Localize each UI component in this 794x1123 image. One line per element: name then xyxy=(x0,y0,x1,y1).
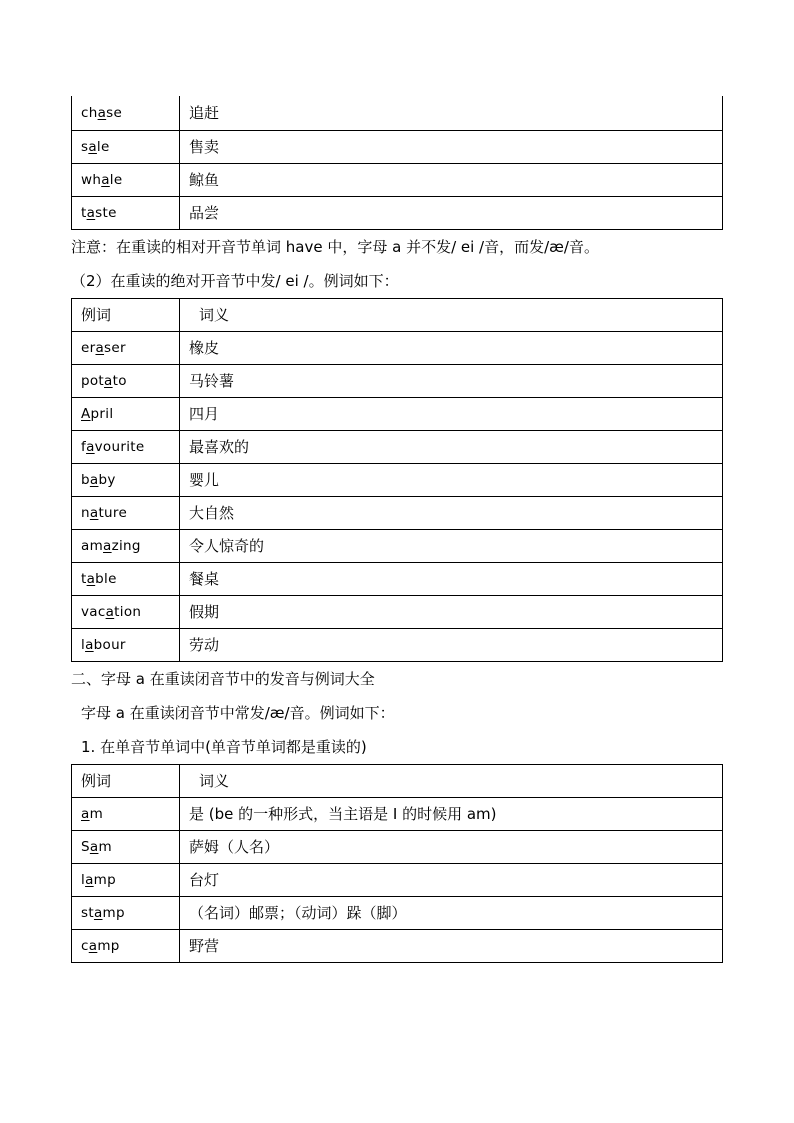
header-word: 例词 xyxy=(72,298,180,331)
table-row xyxy=(72,196,723,229)
word-cell: lamp xyxy=(72,863,180,896)
meaning-cell: 令人惊奇的 xyxy=(180,529,723,562)
word-cell: potato xyxy=(72,364,180,397)
vocab-table-open-syllable-absolute xyxy=(71,298,723,662)
meaning-cell: 婴儿 xyxy=(180,463,723,496)
meaning-cell: 萨姆（人名） xyxy=(180,830,723,863)
table-row xyxy=(72,830,723,863)
meaning-cell: 鲸鱼 xyxy=(180,163,723,196)
table-row xyxy=(72,896,723,929)
table-row xyxy=(72,364,723,397)
word-cell: amazing xyxy=(72,529,180,562)
header-word: 例词 xyxy=(72,764,180,797)
table-row xyxy=(72,163,723,196)
vocab-table-open-syllable-relative xyxy=(71,96,723,230)
word-cell: eraser xyxy=(72,331,180,364)
word-cell: labour xyxy=(72,628,180,661)
word-cell: nature xyxy=(72,496,180,529)
header-meaning: 词义 xyxy=(180,764,723,797)
table-row xyxy=(72,529,723,562)
meaning-cell: 大自然 xyxy=(180,496,723,529)
meaning-cell: 餐桌 xyxy=(180,562,723,595)
header-meaning: 词义 xyxy=(180,298,723,331)
table-row xyxy=(72,863,723,896)
table-row xyxy=(72,130,723,163)
table-header-row xyxy=(72,298,723,331)
word-cell: camp xyxy=(72,929,180,962)
word-cell: vacation xyxy=(72,595,180,628)
table-row xyxy=(72,595,723,628)
table-row xyxy=(72,96,723,130)
meaning-cell: 野营 xyxy=(180,929,723,962)
word-cell: baby xyxy=(72,463,180,496)
meaning-cell: 追赶 xyxy=(180,96,723,130)
table-row xyxy=(72,562,723,595)
word-cell: taste xyxy=(72,196,180,229)
table-row xyxy=(72,628,723,661)
word-cell: favourite xyxy=(72,430,180,463)
table-row xyxy=(72,929,723,962)
meaning-cell: 橡皮 xyxy=(180,331,723,364)
vocab-table-monosyllabic xyxy=(71,764,723,963)
meaning-cell: 四月 xyxy=(180,397,723,430)
table-row xyxy=(72,331,723,364)
meaning-cell: 品尝 xyxy=(180,196,723,229)
word-cell: whale xyxy=(72,163,180,196)
meaning-cell: 劳动 xyxy=(180,628,723,661)
document-page xyxy=(71,96,723,963)
table-row xyxy=(72,496,723,529)
word-cell: sale xyxy=(72,130,180,163)
word-cell: chase xyxy=(72,96,180,130)
table-header-row xyxy=(72,764,723,797)
subsection-monosyllabic: 1. 在单音节单词中(单音节单词都是重读的) xyxy=(81,737,367,756)
word-cell: table xyxy=(72,562,180,595)
meaning-cell: 马铃薯 xyxy=(180,364,723,397)
closed-syllable-intro: 字母 a 在重读闭音节中常发/æ/音。例词如下： xyxy=(81,703,395,722)
word-cell: Sam xyxy=(72,830,180,863)
table-row xyxy=(72,463,723,496)
word-cell: April xyxy=(72,397,180,430)
meaning-cell: （名词）邮票；（动词）跺（脚） xyxy=(180,896,723,929)
table-row xyxy=(72,397,723,430)
note-have: 注意：在重读的相对开音节单词 have 中，字母 a 并不发/ ei /音，而发/æ/音。 xyxy=(71,237,599,256)
section-2-intro: （2）在重读的绝对开音节中发/ ei /。例词如下： xyxy=(71,271,399,290)
meaning-cell: 台灯 xyxy=(180,863,723,896)
section-heading-closed-syllable: 二、字母 a 在重读闭音节中的发音与例词大全 xyxy=(71,669,375,688)
table-row xyxy=(72,797,723,830)
word-cell: am xyxy=(72,797,180,830)
table-row xyxy=(72,430,723,463)
meaning-cell: 是 (be 的一种形式，当主语是 I 的时候用 am) xyxy=(180,797,723,830)
meaning-cell: 售卖 xyxy=(180,130,723,163)
meaning-cell: 假期 xyxy=(180,595,723,628)
word-cell: stamp xyxy=(72,896,180,929)
meaning-cell: 最喜欢的 xyxy=(180,430,723,463)
